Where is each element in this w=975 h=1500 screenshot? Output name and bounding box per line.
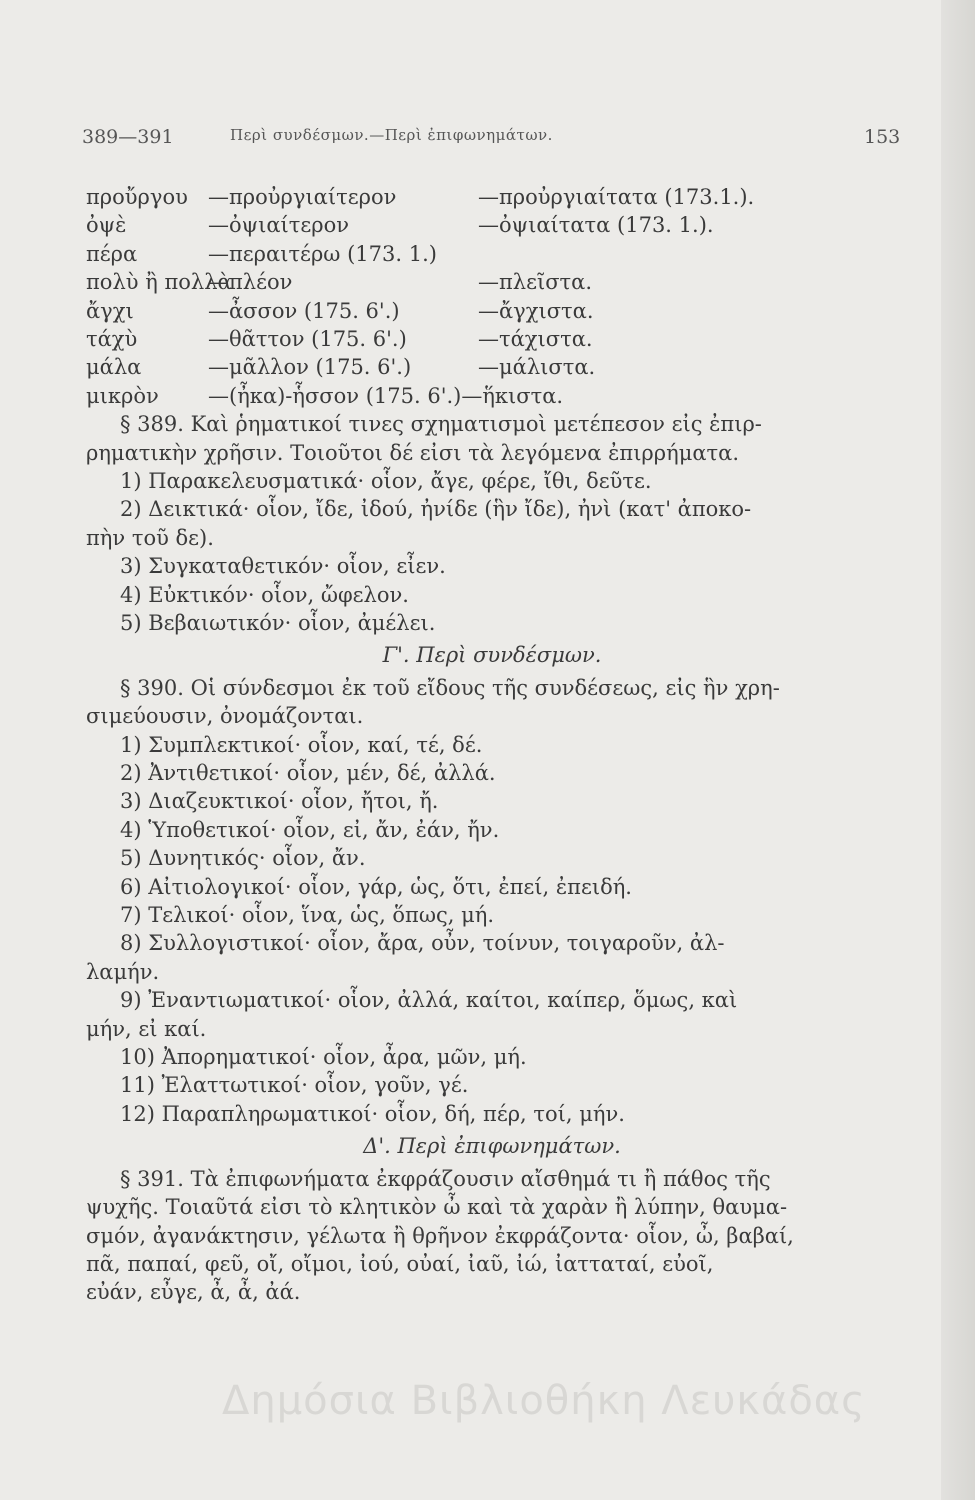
- section-389: [86, 410, 898, 637]
- list-item: 8) Συλλογιστικοί· οἷον, ἄρα, οὖν, τοίνυν, τοιγαροῦν, ἀλ-: [120, 931, 725, 956]
- list-item: 3) Διαζευκτικοί· οἷον, ἤτοι, ἤ.: [120, 789, 439, 814]
- paragraph-line: σμόν, ἀγανάκτησιν, γέλωτα ἢ θρῆνον ἐκφράζοντα· οἷον, ὦ, βαβαί,: [86, 1223, 794, 1248]
- table-row: πέρα —περαιτέρω (173. 1.): [86, 241, 437, 266]
- list-item: 4) Ὑποθετικοί· οἷον, εἰ, ἄν, ἐάν, ἤν.: [120, 817, 500, 842]
- list-item: 3) Συγκαταθετικόν· οἷον, εἶεν.: [120, 554, 446, 579]
- page-edge-shadow: [941, 0, 975, 1500]
- paragraph-line: § 389. Καὶ ῥηματικοί τινες σχηματισμοὶ μετέπεσον εἰς ἐπιρ-: [120, 412, 762, 437]
- comparison-table: [86, 155, 898, 411]
- page-number: 153: [864, 126, 901, 148]
- list-item: 2) Δεικτικά· οἷον, ἴδε, ἰδού, ἠνίδε (ἣν ἴδε), ἠνὶ (κατ' ἀποκο-: [120, 497, 752, 522]
- list-item: 10) Ἀπορηματικοί· οἷον, ἆρα, μῶν, μή.: [120, 1045, 527, 1070]
- paragraph-line: § 390. Οἱ σύνδεσμοι ἐκ τοῦ εἴδους τῆς συνδέσεως, εἰς ἣν χρη-: [120, 675, 780, 700]
- table-row: μάλα —μᾶλλον (175. 6'.) —μάλιστα.: [86, 355, 596, 380]
- list-item: 12) Παραπληρωματικοί· οἷον, δή, πέρ, τοί, μήν.: [120, 1101, 625, 1126]
- table-row: προὔργου —προὐργιαίτερον —προὐργιαίτατα (173.1.).: [86, 185, 755, 209]
- table-row: πολὺ ἢ πολλὰ —πλέον —πλεῖστα.: [86, 270, 593, 295]
- paragraph-line: ρηματικὴν χρῆσιν. Τοιοῦτοι δέ εἰσι τὰ λεγόμενα ἐπιρρήματα.: [86, 440, 739, 465]
- list-item-continuation: λαμήν.: [86, 959, 160, 984]
- list-item: 9) Ἐναντιωματικοί· οἷον, ἀλλά, καίτοι, καίπερ, ὅμως, καὶ: [120, 988, 738, 1013]
- paragraph-line: πᾶ, παπαί, φεῦ, οἴ, οἴμοι, ἰού, οὐαί, ἰαῦ, ἰώ, ἰατταταί, εὐοῖ,: [86, 1251, 714, 1276]
- heading-conjunctions: Γ'. Περὶ συνδέσμων.: [382, 643, 602, 668]
- table-row: ὀψὲ —ὀψιαίτερον —ὀψιαίτατα (173. 1.).: [86, 213, 714, 238]
- paragraph-line: εὐάν, εὖγε, ἆ, ἆ, ἀά.: [86, 1280, 301, 1305]
- paragraph-line: σιμεύουσιν, ὀνομάζονται.: [86, 704, 364, 729]
- section-range: 389—391: [82, 126, 174, 148]
- table-row: μικρὸν —(ἦκα)-ἧσσον (175. 6'.)—ἥκιστα.: [86, 383, 564, 408]
- section-390: [86, 674, 898, 1129]
- paragraph-line: § 391. Τὰ ἐπιφωνήματα ἐκφράζουσιν αἴσθημά τι ἢ πάθος τῆς: [120, 1166, 771, 1191]
- heading-interjections: Δ'. Περὶ ἐπιφωνημάτων.: [363, 1134, 621, 1159]
- page-text: [86, 183, 898, 1307]
- running-title: Περὶ συνδέσμων.—Περὶ ἐπιφωνημάτων.: [230, 126, 553, 144]
- list-item: 6) Αἰτιολογικοί· οἷον, γάρ, ὡς, ὅτι, ἐπεί, ἐπειδή.: [120, 874, 632, 899]
- list-item-continuation: μήν, εἰ καί.: [86, 1016, 207, 1041]
- table-row: τάχὺ —θᾶττον (175. 6'.) —τάχιστα.: [86, 326, 593, 351]
- list-item: 7) Τελικοί· οἷον, ἵνα, ὡς, ὅπως, μή.: [120, 903, 495, 928]
- list-item: 1) Συμπλεκτικοί· οἷον, καί, τέ, δέ.: [120, 732, 483, 757]
- paragraph-line: ψυχῆς. Τοιαῦτά εἰσι τὸ κλητικὸν ὦ καὶ τὰ χαρὰν ἢ λύπην, θαυμα-: [86, 1195, 788, 1220]
- list-item: 5) Βεβαιωτικόν· οἷον, ἀμέλει.: [120, 610, 436, 635]
- list-item: 5) Δυνητικός· οἷον, ἄν.: [120, 846, 366, 871]
- library-watermark: Δημόσια Βιβλιοθήκη Λευκάδας: [222, 1378, 866, 1424]
- list-item-continuation: πὴν τοῦ δε).: [86, 525, 214, 550]
- list-item: 11) Ἐλαττωτικοί· οἷον, γοῦν, γέ.: [120, 1073, 469, 1098]
- list-item: 2) Ἀντιθετικοί· οἷον, μέν, δέ, ἀλλά.: [120, 761, 496, 785]
- table-row: ἄγχι —ἆσσον (175. 6'.) —ἄγχιστα.: [86, 298, 594, 323]
- section-391: [86, 1165, 898, 1307]
- list-item: 1) Παρακελευσματικά· οἷον, ἄγε, φέρε, ἴθι, δεῦτε.: [120, 468, 652, 493]
- list-item: 4) Εὐκτικόν· οἷον, ὤφελον.: [120, 582, 409, 607]
